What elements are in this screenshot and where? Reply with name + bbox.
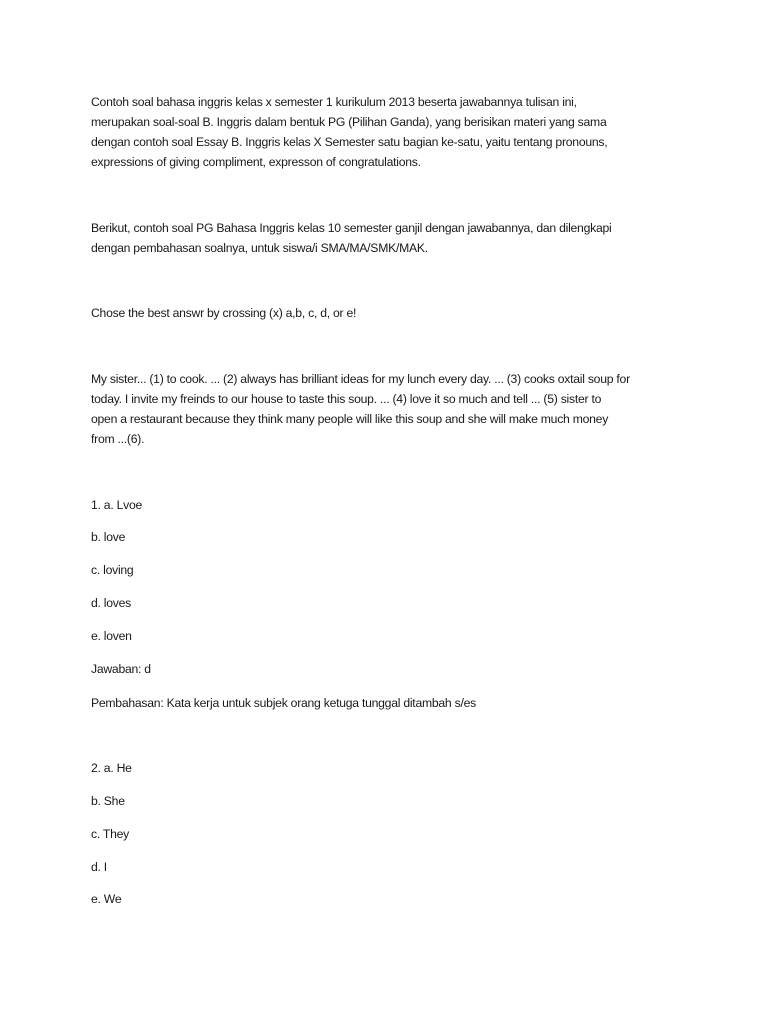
passage-line: today. I invite my freinds to our house to taste this soup. ... (4) love it so much and tell ... (5) sister to [91,392,602,406]
intro-line: Contoh soal bahasa inggris kelas x semester 1 kurikulum 2013 beserta jawabannya tulisan ini, [91,95,577,109]
instruction: Chose the best answr by crossing (x) a,b, c, d, or e! [91,306,357,320]
intro-line: merupakan soal-soal B. Inggris dalam bentuk PG (Pilihan Ganda), yang berisikan materi yang sama [91,115,607,129]
intro-line: expressions of giving compliment, expresson of congratulations. [91,155,421,169]
q2-option-d: d. I [91,860,107,874]
intro-line: dengan contoh soal Essay B. Inggris kelas X Semester satu bagian ke-satu, yaitu tentang pronouns, [91,135,608,149]
passage-line: from ...(6). [91,432,145,446]
q1-option-b: b. love [91,530,126,544]
q2-option-e: e. We [91,892,122,906]
q2-option-b: b. She [91,794,125,808]
intro2-line: dengan pembahasan soalnya, untuk siswa/i SMA/MA/SMK/MAK. [91,241,428,255]
q1-explanation: Pembahasan: Kata kerja untuk subjek orang ketuga tunggal ditambah s/es [91,696,476,710]
q1-answer: Jawaban: d [91,662,151,676]
passage-line: open a restaurant because they think many people will like this soup and she will make much money [91,412,609,426]
q1-option-a: 1. a. Lvoe [91,498,143,512]
q1-option-d: d. loves [91,596,132,610]
q1-option-e: e. loven [91,629,132,643]
q2-option-a: 2. a. He [91,761,132,775]
passage-line: My sister... (1) to cook. ... (2) always has brilliant ideas for my lunch every day. ... (3) cooks oxtail soup for [91,372,630,386]
q1-option-c: c. loving [91,563,134,577]
intro2-line: Berikut, contoh soal PG Bahasa Inggris kelas 10 semester ganjil dengan jawabannya, dan dilengkapi [91,221,612,235]
q2-option-c: c. They [91,827,129,841]
